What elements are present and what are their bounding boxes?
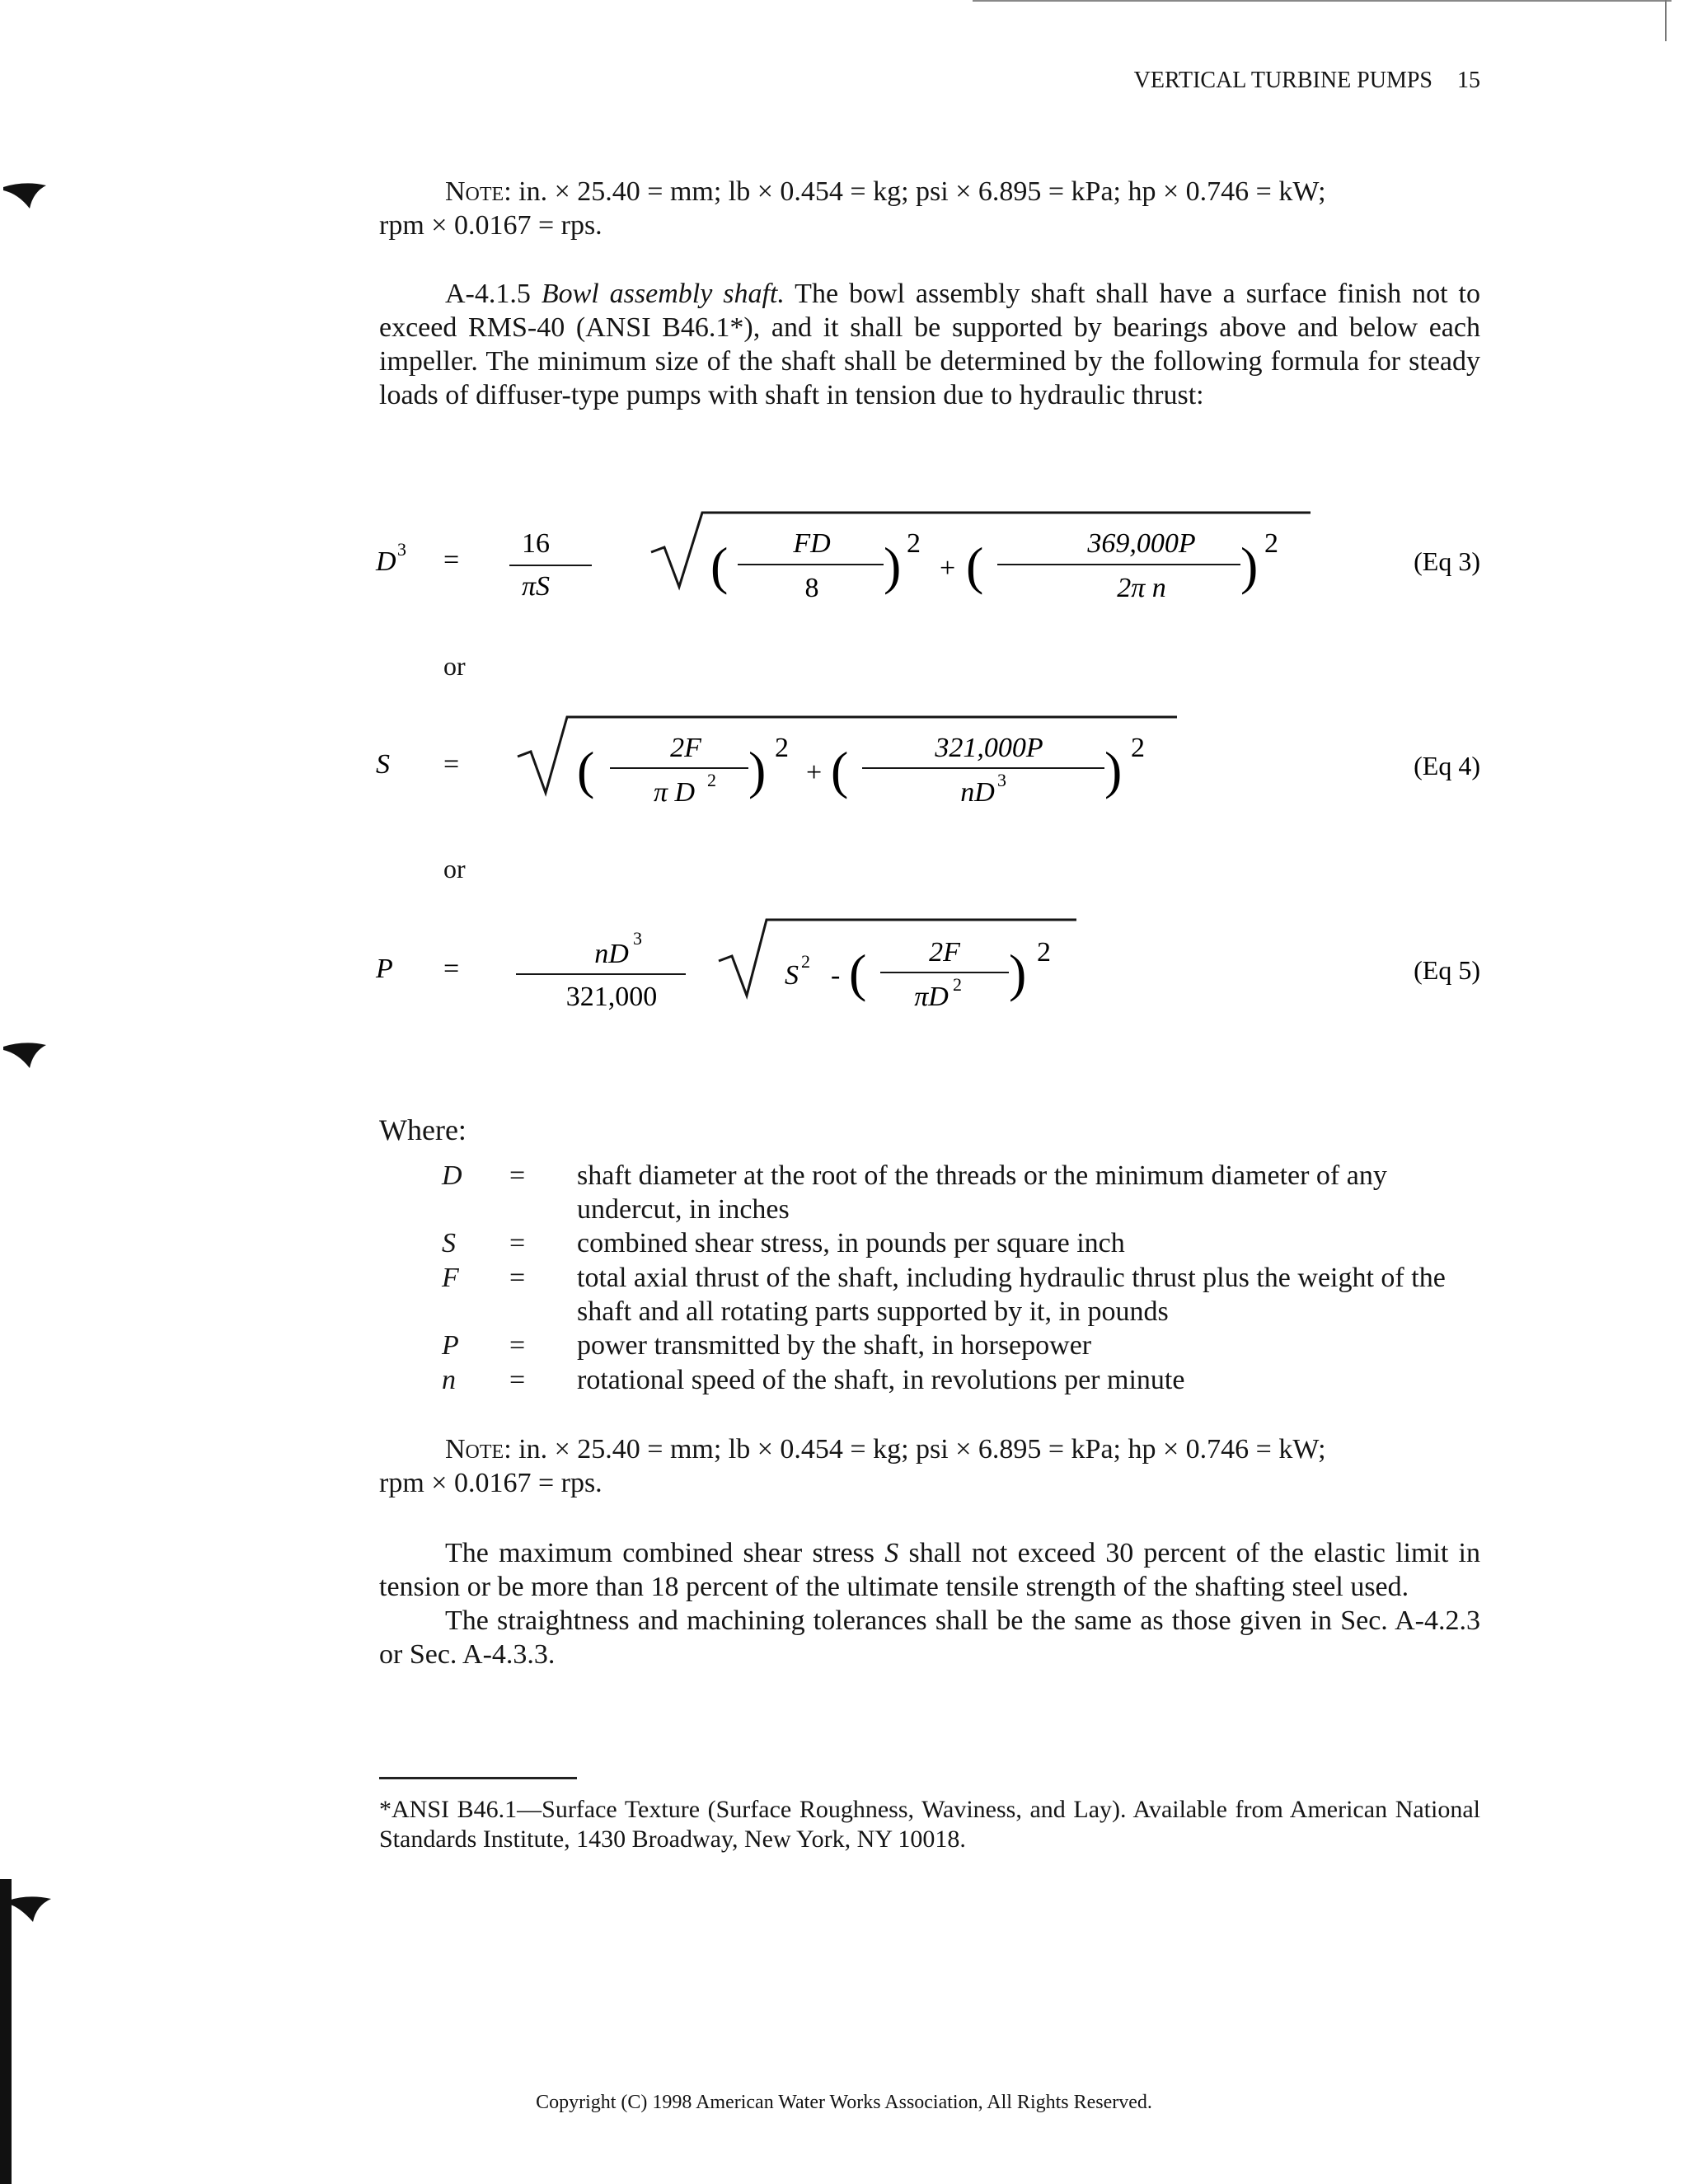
definition-symbol: S <box>442 1228 456 1258</box>
equation-5 <box>0 903 1688 1043</box>
eq5-minus: - <box>831 960 841 991</box>
eq4-label: (Eq 4) <box>1414 751 1480 780</box>
eq5-coef-num: nD <box>594 939 629 969</box>
eq3-exp-1: 2 <box>907 528 921 559</box>
eq5-s-exp: 2 <box>801 951 810 972</box>
eq4-paren: ) <box>1104 741 1123 799</box>
header-title: VERTICAL TURBINE PUMPS <box>1133 68 1432 93</box>
eq5-exp: 2 <box>1037 937 1051 968</box>
eq4-t1-den: π D <box>653 777 696 808</box>
running-header <box>1071 68 1480 94</box>
definition-equals: = <box>509 1160 526 1191</box>
paragraph-symbol: S <box>884 1538 899 1568</box>
eq4-paren: ) <box>748 741 767 799</box>
eq5-lhs: P <box>376 954 393 984</box>
eq3-lhs-exp: 3 <box>397 539 406 560</box>
binder-mark-icon <box>0 177 49 214</box>
definition-symbol: D <box>442 1160 462 1191</box>
eq5-t-den: πD <box>914 982 949 1012</box>
equation-3 <box>0 494 1688 626</box>
eq5-t-num: 2F <box>929 937 960 968</box>
eq3-label: (Eq 3) <box>1414 546 1480 576</box>
paragraph-text: shall not exceed 30 percent of the elastic limit in tension or be more than 18 percent of the ultimate tensile strength of the shafting steel used. <box>379 1538 1480 1602</box>
eq3-coef-num: 16 <box>522 528 550 559</box>
paragraph-text: The maximum combined shear stress <box>445 1538 885 1568</box>
eq4-exp-2: 2 <box>1131 733 1145 763</box>
section-paragraph <box>379 277 1480 412</box>
eq3-paren: ( <box>966 537 984 595</box>
shear-stress-paragraph <box>379 1536 1480 1671</box>
eq5-paren: ( <box>849 944 867 1002</box>
eq3-t2-den: 2π n <box>1117 573 1166 603</box>
definition-equals: = <box>509 1263 526 1293</box>
top-rule <box>973 0 1672 2</box>
note-line-2: rpm × 0.0167 = rps. <box>379 1468 603 1498</box>
section-number: A-4.1.5 <box>445 279 531 309</box>
eq3-paren: ) <box>884 537 902 595</box>
or-1: or <box>443 651 466 681</box>
note-top <box>379 175 1480 242</box>
eq4-t1-num: 2F <box>670 733 701 763</box>
eq3-paren: ( <box>710 537 729 595</box>
eq3-lhs: D <box>376 546 396 577</box>
definition-equals: = <box>509 1365 526 1395</box>
eq3-t2-num: 369,000P <box>1087 528 1196 559</box>
eq5-s-term: S <box>785 960 799 991</box>
right-edge-rule <box>1665 0 1667 41</box>
eq4-t2-den-exp: 3 <box>997 770 1006 790</box>
definition-text: total axial thrust of the shaft, including hydraulic thrust plus the weight of the shaft and all rotating parts supported by it, in pounds <box>577 1263 1446 1327</box>
eq4-t1-den-exp: 2 <box>707 770 716 790</box>
definition-symbol: F <box>442 1263 459 1293</box>
eq4-t2-num: 321,000P <box>935 733 1043 763</box>
eq4-t2-den: nD <box>960 777 995 808</box>
eq3-plus: + <box>940 553 956 583</box>
definition-equals: = <box>509 1228 526 1258</box>
definition-equals: = <box>509 1330 526 1361</box>
note-line-2: rpm × 0.0167 = rps. <box>379 210 603 241</box>
equation-4 <box>0 701 1688 841</box>
eq4-paren: ( <box>831 741 849 799</box>
eq5-coef-den: 321,000 <box>565 982 658 1012</box>
page-number: 15 <box>1457 68 1480 93</box>
eq5-t-den-exp: 2 <box>953 974 962 995</box>
note-line-1: in. × 25.40 = mm; lb × 0.454 = kg; psi × 6.895 = kPa; hp × 0.746 = kW; <box>511 176 1326 207</box>
eq3-paren: ) <box>1240 537 1259 595</box>
note-bottom <box>379 1432 1480 1500</box>
eq4-exp-1: 2 <box>775 733 789 763</box>
eq5-paren: ) <box>1009 944 1027 1002</box>
tolerance-paragraph: The straightness and machining tolerances shall be the same as those given in Sec. A-4.2.3 or Sec. A-4.3.3. <box>379 1605 1480 1670</box>
definition-text: power transmitted by the shaft, in horsepower <box>577 1330 1092 1361</box>
eq4-equals: = <box>443 749 460 780</box>
note-label: Note: <box>445 176 512 207</box>
scan-edge-shadow <box>0 1879 12 2184</box>
eq3-exp-2: 2 <box>1264 528 1278 559</box>
eq4-paren: ( <box>577 741 595 799</box>
eq3-equals: = <box>443 545 460 575</box>
section-body: The bowl assembly shaft shall have a surface finish not to exceed RMS-40 (ANSI B46.1*), and it shall be supported by bearings above and below each impeller. The minimum size of the shaft shall be determined by the following formula for steady loads of diffuser-type pumps with shaft in tension due to hydraulic thrust: <box>379 279 1480 410</box>
where-label: Where: <box>379 1113 467 1146</box>
eq3-t1-den: 8 <box>804 573 819 603</box>
definition-text: shaft diameter at the root of the threads or the minimum diameter of any undercut, in inches <box>577 1160 1387 1225</box>
eq5-label: (Eq 5) <box>1414 955 1480 985</box>
definition-text: combined shear stress, in pounds per square inch <box>577 1228 1125 1258</box>
eq4-plus: + <box>806 757 823 788</box>
eq3-t1-num: FD <box>793 528 831 559</box>
note-label: Note: <box>445 1434 512 1465</box>
definition-symbol: n <box>442 1365 456 1395</box>
section-title: Bowl assembly shaft. <box>541 279 785 309</box>
or-2: or <box>443 854 466 883</box>
footnote-rule <box>379 1777 577 1779</box>
eq5-coef-num-exp: 3 <box>633 928 642 949</box>
note-line-1: in. × 25.40 = mm; lb × 0.454 = kg; psi × 6.895 = kPa; hp × 0.746 = kW; <box>511 1434 1326 1465</box>
definition-text: rotational speed of the shaft, in revolutions per minute <box>577 1365 1185 1395</box>
copyright-notice: Copyright (C) 1998 American Water Works Association, All Rights Reserved. <box>536 2092 1152 2113</box>
eq5-equals: = <box>443 954 460 984</box>
footnote: *ANSI B46.1—Surface Texture (Surface Roughness, Waviness, and Lay). Available from American National Standards Institute, 1430 Broadway, New York, NY 10018. <box>379 1796 1480 1853</box>
eq3-coef-den: πS <box>521 571 551 602</box>
definition-symbol: P <box>442 1330 459 1361</box>
eq4-lhs: S <box>376 749 390 780</box>
